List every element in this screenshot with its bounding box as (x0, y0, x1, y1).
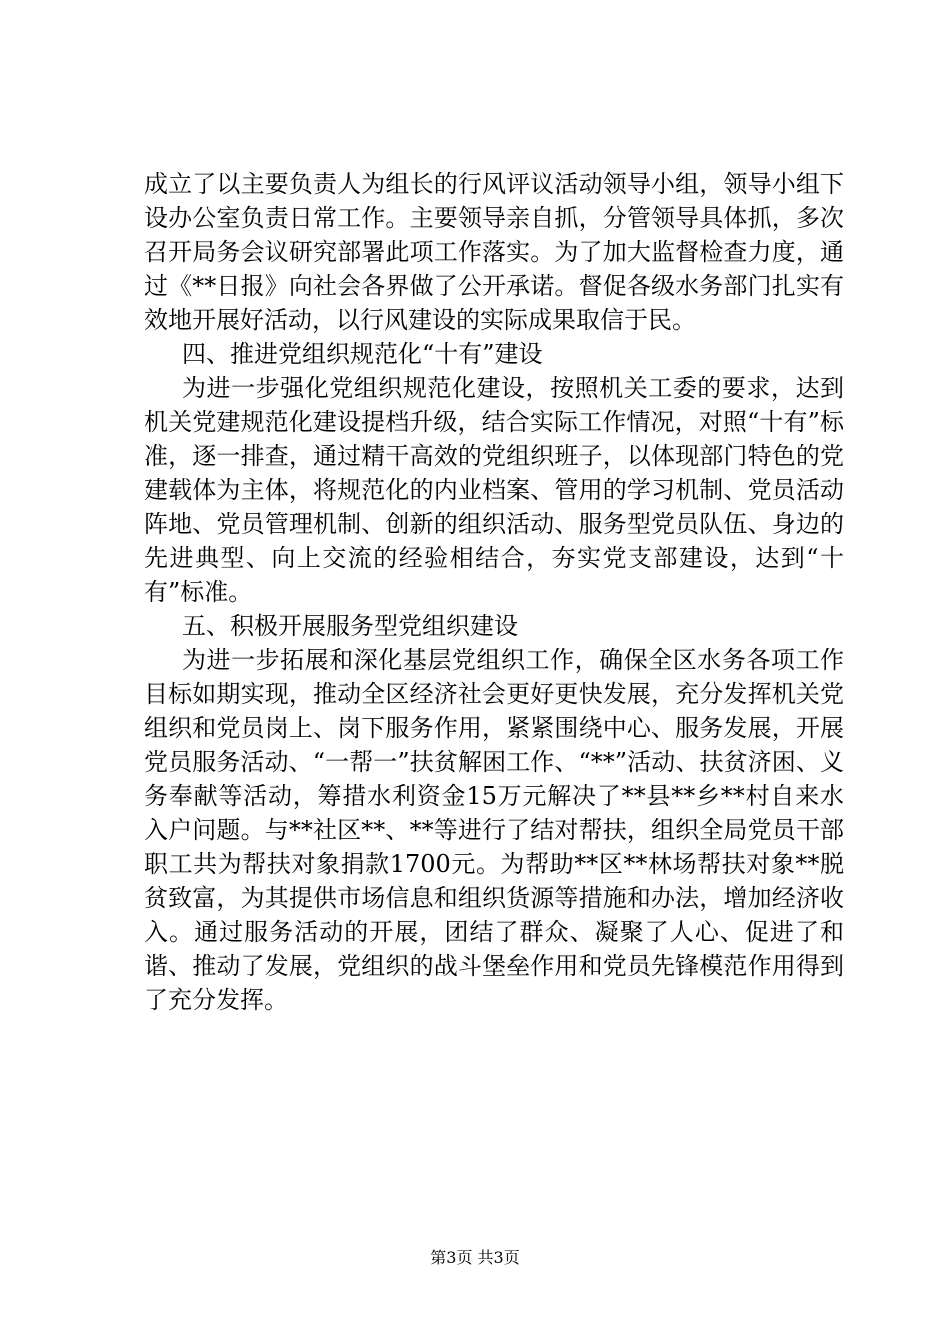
document-body (144, 167, 844, 1017)
section-heading-5: 五、积极开展服务型党组织建设 (182, 612, 518, 640)
section-heading-4: 四、推进党组织规范化“十有”建设 (182, 340, 543, 368)
paragraph-3: 为进一步拓展和深化基层党组织工作，确保全区水务各项工作目标如期实现，推动全区经济社会更好更快发展，充分发挥机关党组织和党员岗上、岗下服务作用，紧紧围绕中心、服务发展，开展党员服务活动、“一帮一”扶贫解困工作、“**”活动、扶贫济困、义务奉献等活动，筹措水利资金15万元解决了**县**乡**村自来水入户问题。与**社区**、**等进行了结对帮扶，组织全局党员干部职工共为帮扶对象捐款1700元。为帮助**区**林场帮扶对象**脱贫致富，为其提供市场信息和组织货源等措施和办法，增加经济收入。通过服务活动的开展，团结了群众、凝聚了人心、促进了和谐、推动了发展，党组织的战斗堡垒作用和党员先锋模范作用得到了充分发挥。 (144, 646, 844, 1014)
paragraph-1: 成立了以主要负责人为组长的行风评议活动领导小组，领导小组下设办公室负责日常工作。主要领导亲自抓，分管领导具体抓，多次召开局务会议研究部署此项工作落实。为了加大监督检查力度，通过《**日报》向社会各界做了公开承诺。督促各级水务部门扎实有效地开展好活动，以行风建设的实际成果取信于民。 (144, 170, 844, 334)
paragraph-2: 为进一步强化党组织规范化建设，按照机关工委的要求，达到机关党建规范化建设提档升级，结合实际工作情况，对照“十有”标准，逐一排查，通过精干高效的党组织班子，以体现部门特色的党建载体为主体，将规范化的内业档案、管用的学习机制、党员活动阵地、党员管理机制、创新的组织活动、服务型党员队伍、身边的先进典型、向上交流的经验相结合，夯实党支部建设，达到“十有”标准。 (144, 374, 844, 606)
page-footer: 第3页 共3页 (430, 1248, 520, 1267)
